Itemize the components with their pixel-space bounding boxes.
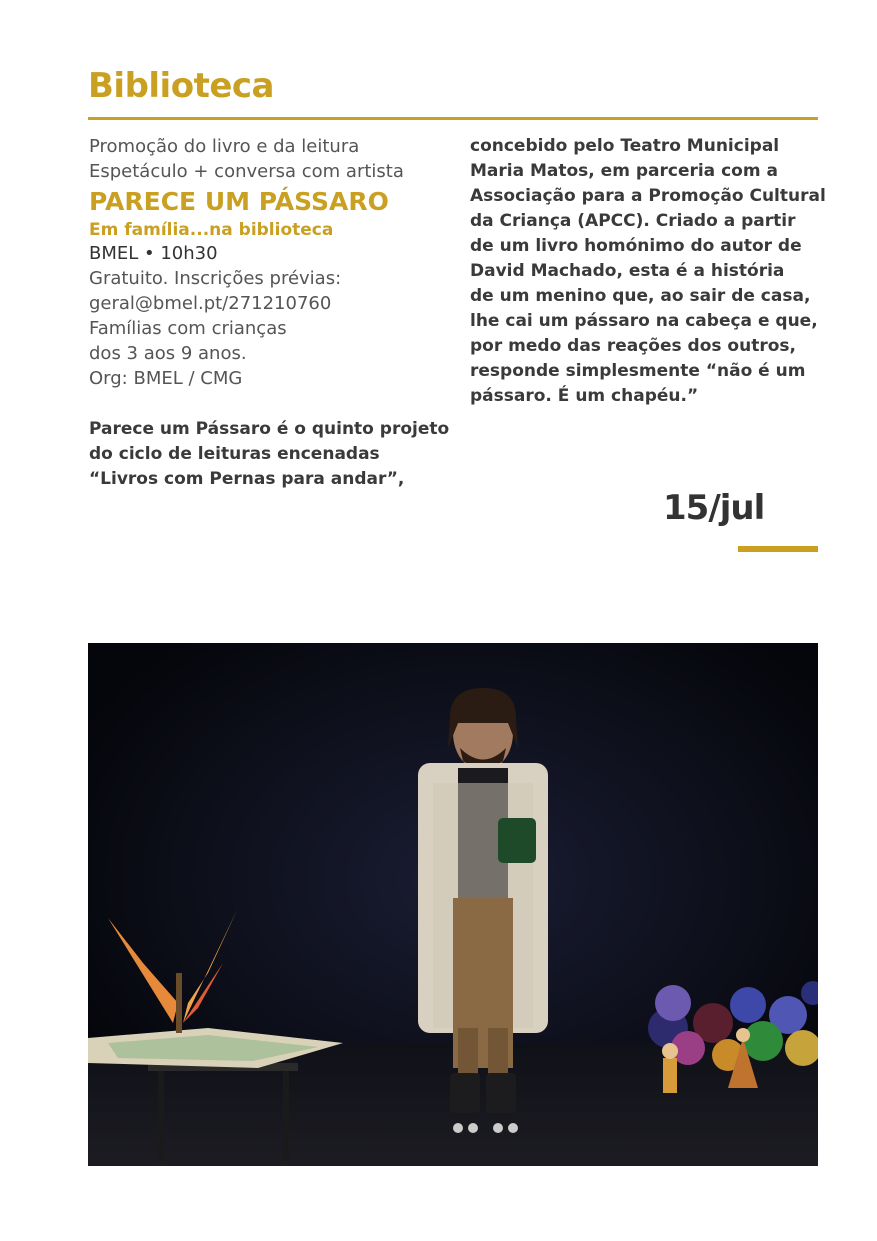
description-line: Maria Matos, em parceria com a bbox=[470, 161, 778, 181]
description-line: David Machado, esta é a história bbox=[470, 261, 785, 281]
description-right bbox=[470, 134, 830, 409]
description-line: responde simplesmente “não é um bbox=[470, 361, 806, 381]
description-line: por medo das reações dos outros, bbox=[470, 336, 796, 356]
info-line: dos 3 aos 9 anos. bbox=[89, 343, 247, 364]
info-line: Gratuito. Inscrições prévias: bbox=[89, 268, 342, 289]
description-line: da Criança (APCC). Criado a partir bbox=[470, 211, 796, 231]
description-left bbox=[89, 417, 449, 492]
description-line: “Livros com Pernas para andar”, bbox=[89, 469, 405, 489]
event-photo bbox=[88, 643, 818, 1166]
event-info-column bbox=[89, 134, 449, 492]
description-line: concebido pelo Teatro Municipal bbox=[470, 136, 780, 156]
title-divider bbox=[88, 117, 818, 120]
section-title: Biblioteca bbox=[88, 66, 274, 106]
description-line: do ciclo de leituras encenadas bbox=[89, 444, 380, 464]
contact-line: geral@bmel.pt/271210760 bbox=[89, 293, 332, 314]
info-line: Famílias com crianças bbox=[89, 318, 287, 339]
organizer-line: Org: BMEL / CMG bbox=[89, 368, 243, 389]
description-line: pássaro. É um chapéu.” bbox=[470, 386, 699, 406]
description-line: Associação para a Promoção Cultural bbox=[470, 186, 826, 206]
event-date: 15/jul bbox=[663, 488, 765, 528]
event-subtitle: Em família...na biblioteca bbox=[89, 220, 334, 240]
description-line: lhe cai um pássaro na cabeça e que, bbox=[470, 311, 818, 331]
category-line-2: Espetáculo + conversa com artista bbox=[89, 161, 404, 182]
description-line: de um livro homónimo do autor de bbox=[470, 236, 802, 256]
date-divider bbox=[738, 546, 818, 552]
venue-time: BMEL • 10h30 bbox=[89, 243, 218, 264]
category-line-1: Promoção do livro e da leitura bbox=[89, 136, 360, 157]
description-line: de um menino que, ao sair de casa, bbox=[470, 286, 811, 306]
description-line: Parece um Pássaro é o quinto projeto bbox=[89, 419, 450, 439]
event-title: PARECE UM PÁSSARO bbox=[89, 187, 389, 216]
